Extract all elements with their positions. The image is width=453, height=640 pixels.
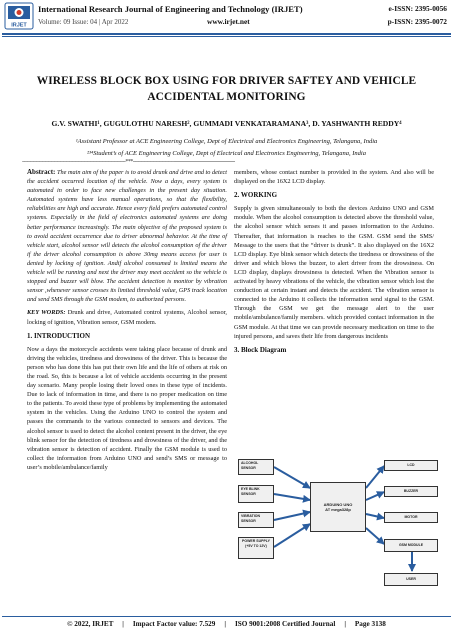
arduino-label: ARDUINO UNO — [323, 501, 353, 507]
p-issn: p-ISSN: 2395-0072 — [387, 17, 447, 26]
arrow-arduino-to-lcd — [366, 466, 384, 488]
arduino-chip-label: AT mega328p — [325, 507, 351, 512]
section-heading-working: 2. WORKING — [234, 191, 278, 200]
arrow-alcohol-to-arduino — [274, 467, 310, 488]
footer-iso: ISO 9001:2008 Certified Journal — [234, 620, 336, 628]
block-power-supply: POWER SUPPLY (+5V TO 12V) — [238, 537, 274, 559]
author-list: G.V. SWATHI¹, GUGULOTHU NARESH², GUMMADI VENKATARAMANA³, D. YASHWANTH REDDY⁴ — [51, 119, 402, 128]
arrow-eyeblink-to-arduino — [274, 494, 310, 500]
arrow-arduino-to-gsm — [366, 528, 384, 544]
introduction-continued-text: members, whose contact number is provided in the system. And also will be displayed on the 16X2 LCD display. — [234, 169, 434, 186]
arrow-power-to-arduino — [274, 524, 310, 547]
block-eye-blink-sensor: EYE BLINK SENSOR — [238, 485, 274, 503]
working-text: Supply is given simultaneously to both the devices Arduino UNO and GSM module. When the alcohol consumption is detected above the threshold value, the alcohol sensor which senses it and passes information to the Arduino. Thereafter, that information is reaches to the GSM. GSM send the SMS/ Message to the users that the “driver is drunk”. It also displayed on the 16X2 LCD display. Eye blink sensor which detects the tiredness or drowsiness of the driver and which blows the buzzer, to alert driver from the drowsiness. On LCD display, displays drowsiness is detected. When the Vibration sensor is activated by heavy vibrations of the vehicle, the vibration sensor which lost the conduction at certain instant and detects the accident. The vibration sensor is connected to the Arduino it collects the information send signal to the GSM. Through the GSM we get the message alert to the user mobile/ambulance/family members. which provided contact information in the GSM module. At that time we can provide necessary medication on time to the injured persons, and saves their life from dangerous incidents — [234, 205, 434, 340]
paper-title — [20, 74, 433, 105]
abstract-label: Abstract: — [27, 168, 56, 176]
block-vibration-sensor: VIBRATION SENSOR — [238, 512, 274, 528]
footer-divider — [2, 616, 451, 617]
block-diagram — [234, 452, 442, 595]
paper-title-line2: ACCIDENTAL MONITORING — [147, 90, 306, 103]
block-lcd: LCD — [384, 460, 438, 471]
block-arduino-uno — [310, 482, 366, 532]
introduction-text: Now a days the motorcycle accidents were taking place because of drunk and driving the vehicles, tiredness and drowsiness of the driver. This is because the person who has done this has put their own life and the life of others at risk on the road. So, this is because a lot of vehicle accidents occurring in the present day scenario. Many people losing their loved ones in these type of incidents. Due to lack of information in time, and there is no proper medication on time to the patients. To avoid these type of problems by implementing the automated system in the vehicles. Using the Arduino UNO to control the system and passes the commands to the various connected to sensors and devices. The alcohol sensor is used to detect the alcohol content present in the driver, the eye blink sensor for the detection of tiredness and drowsiness of the driver, and the vibration sensor is detection of accident. Finally the GSM module is used to collect the information from Arduino UNO and send’s SMS or message to user’s mobile/ambulance/family — [27, 345, 227, 471]
block-user: USER — [384, 573, 438, 586]
arrow-arduino-to-motor — [366, 514, 384, 518]
keywords — [27, 308, 227, 326]
arrow-arduino-to-buzzer — [366, 492, 384, 500]
left-column — [27, 168, 227, 476]
block-gsm-module: GSM MODULE — [384, 539, 438, 552]
arrow-vibration-to-arduino — [274, 512, 310, 520]
volume-issue: Volume: 09 Issue: 04 | Apr 2022 — [38, 18, 129, 26]
section-divider: ---------------------------------------------------------------------***-------------------------------------------------------------------- — [22, 159, 235, 165]
e-issn: e-ISSN: 2395-0056 — [388, 4, 447, 13]
paper-title-line1: WIRELESS BLOCK BOX USING FOR DRIVER SAFTEY AND VEHICLE — [36, 75, 417, 87]
affiliation-1: ¹Assistant Professor at ACE Engineering College, Dept of Electrical and Electronics Engineering, Telangana, India — [75, 138, 378, 145]
abstract-text: The main aim of the paper is to avoid drunk and drive and to detect the accident occurred location of the vehicle. Now a days, every system is automated in order to face new challenges in the present day situation. Automated systems have less manual operations, so that the flexibility, reliabilities are high and accurate. Hence every field prefers automated control systems. Especially in the field of electronics automated systems are doing better performance increasingly. The main objective of the proposed system is to avoid accident occurrence due to driver abnormal behavior. At the time of vehicle start, alcohol sensor will detects the alcohol consumption of the driver if the driver alcohol consumption is above 30mg means access for user is denied by locking of ignition. Andif alcohol consumed is limited means the vehicle will be running and next the driver may meet accident so the vehicle is stopped and buzzer will blow. The accident detection is monitor by vibration sensor ,whenever sensor crosses its limited threshold value, GPS track location and send SMS through the GSM modem, to authorized persons. — [27, 169, 227, 304]
keywords-label: KEY WORDS: — [27, 309, 66, 317]
journal-website-link[interactable]: www.irjet.net — [207, 17, 250, 26]
irjet-logo-icon — [4, 2, 34, 30]
section-heading-block-diagram: 3. Block Diagram — [234, 345, 287, 354]
logo-text: IRJET — [11, 22, 27, 29]
journal-header — [0, 0, 453, 34]
right-column — [234, 168, 434, 359]
keywords-text: Drunk and drive, Automated control systems, Alcohol sensor, locking of ignition, Vibration sensor, GSM modem. — [27, 309, 227, 326]
footer-copyright: © 2022, IRJET — [67, 620, 114, 628]
footer-impact-factor: Impact Factor value: 7.529 — [132, 620, 216, 628]
journal-footer: © 2022, IRJET | Impact Factor value: 7.529 | ISO 9001:2008 Certified Journal | Page 3138 — [67, 620, 386, 628]
header-divider — [2, 33, 451, 37]
affiliation-2: ²³⁴Student’s of ACE Engineering College, Dept of Electrical and Electronics Engineering, Telangana, India — [87, 150, 366, 157]
abstract — [27, 168, 227, 304]
section-heading-introduction: 1. INTRODUCTION — [27, 331, 91, 340]
block-motor: MOTOR — [384, 512, 438, 523]
journal-name: International Research Journal of Engineering and Technology (IRJET) — [38, 4, 303, 14]
footer-page-number: Page 3138 — [354, 620, 386, 628]
block-buzzer: BUZZER — [384, 486, 438, 497]
block-alcohol-sensor: ALCOHOL SENSOR — [238, 459, 274, 475]
